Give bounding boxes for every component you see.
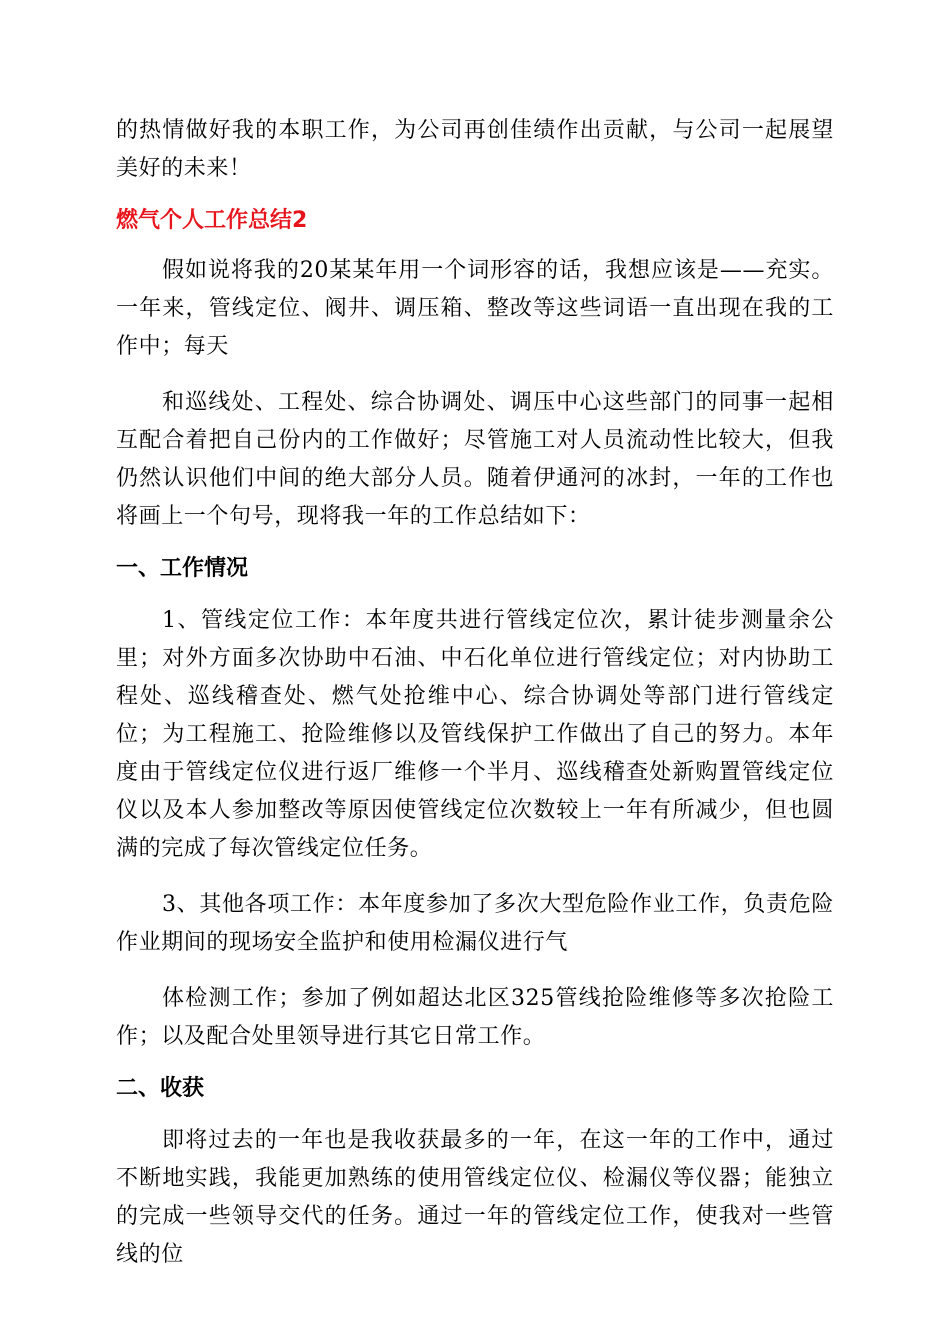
document-page	[116, 112, 834, 1292]
paragraph-4: 3、其他各项工作：本年度参加了多次大型危险作业工作，负责危险作业期间的现场安全监护和使用检漏仪进行气	[116, 892, 834, 955]
section-heading-gains: 二、收获	[116, 1076, 205, 1101]
paragraph-1: 假如说将我的20某某年用一个词形容的话，我想应该是——充实。一年来，管线定位、阀井、调压箱、整改等这些词语一直出现在我的工作中；每天	[116, 258, 834, 359]
document-title: 燃气个人工作总结2	[116, 208, 308, 233]
intro-continuation-paragraph: 的热情做好我的本职工作，为公司再创佳绩作出贡献，与公司一起展望美好的未来！	[116, 118, 834, 181]
paragraph-2: 和巡线处、工程处、综合协调处、调压中心这些部门的同事一起相互配合着把自己份内的工作做好；尽管施工对人员流动性比较大，但我仍然认识他们中间的绝大部分人员。随着伊通河的冰封，一年的工作也将画上一个句号，现将我一年的工作总结如下：	[116, 390, 834, 529]
paragraph-5: 体检测工作；参加了例如超达北区325管线抢险维修等多次抢险工作；以及配合处里领导进行其它日常工作。	[116, 986, 834, 1049]
paragraph-3: 1、管线定位工作：本年度共进行管线定位次，累计徒步测量余公里；对外方面多次协助中石油、中石化单位进行管线定位；对内协助工程处、巡线稽查处、燃气处抢维中心、综合协调处等部门进行管线定位；为工程施工、抢险维修以及管线保护工作做出了自己的努力。本年度由于管线定位仪进行返厂维修一个半月、巡线稽查处新购置管线定位仪以及本人参加整改等原因使管线定位次数较上一年有所减少，但也圆满的完成了每次管线定位任务。	[116, 608, 834, 861]
paragraph-6: 即将过去的一年也是我收获最多的一年，在这一年的工作中，通过不断地实践，我能更加熟练的使用管线定位仪、检漏仪等仪器；能独立的完成一些领导交代的任务。通过一年的管线定位工作，使我对一些管线的位	[116, 1128, 834, 1267]
section-heading-work-status: 一、工作情况	[116, 556, 249, 581]
